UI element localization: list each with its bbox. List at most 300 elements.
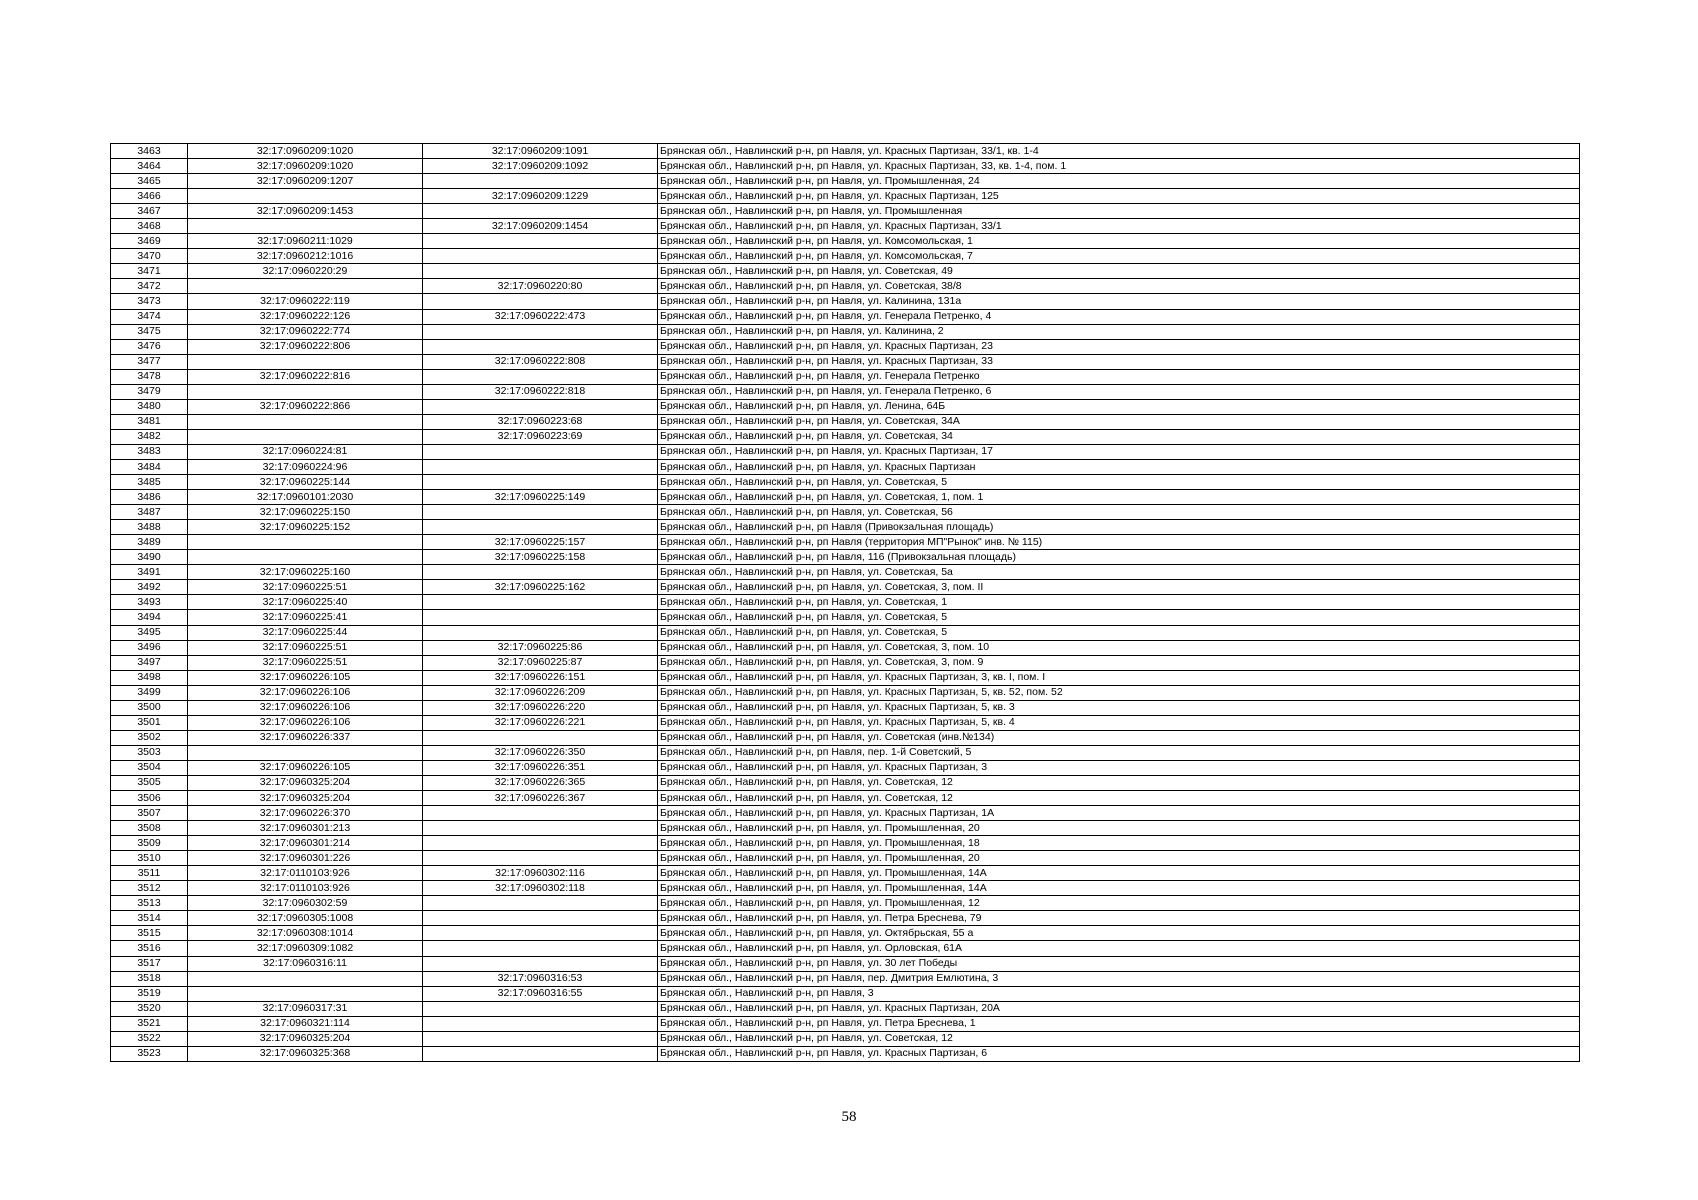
row-number-cell: 3493: [111, 595, 188, 610]
cadastral-number-cell: 32:17:0960317:31: [188, 1001, 423, 1016]
cadastral-number-cell: 32:17:0960301:214: [188, 836, 423, 851]
table-row: [111, 655, 1580, 670]
table-row: [111, 414, 1580, 429]
row-number-cell: 3513: [111, 896, 188, 911]
row-number-cell: 3475: [111, 324, 188, 339]
row-number-cell: 3508: [111, 821, 188, 836]
cadastral-number-cell: 32:17:0960222:774: [188, 324, 423, 339]
address-cell: Брянская обл., Навлинский р-н, рп Навля, ул. Красных Партизан, 5, кв. 3: [658, 700, 1580, 715]
cadastral-number-cell: 32:17:0960225:41: [188, 610, 423, 625]
object-number-cell: [423, 294, 658, 309]
object-number-cell: [423, 174, 658, 189]
object-number-cell: 32:17:0960209:1454: [423, 219, 658, 234]
address-cell: Брянская обл., Навлинский р-н, рп Навля, ул. Красных Партизан, 125: [658, 189, 1580, 204]
row-number-cell: 3465: [111, 174, 188, 189]
object-number-cell: 32:17:0960222:808: [423, 354, 658, 369]
address-cell: Брянская обл., Навлинский р-н, рп Навля, ул. Красных Партизан, 3: [658, 760, 1580, 775]
address-cell: Брянская обл., Навлинский р-н, рп Навля, ул. Красных Партизан, 5, кв. 4: [658, 715, 1580, 730]
address-cell: Брянская обл., Навлинский р-н, рп Навля, ул. Советская, 3, пом. 10: [658, 640, 1580, 655]
object-number-cell: 32:17:0960223:68: [423, 414, 658, 429]
address-cell: Брянская обл., Навлинский р-н, рп Навля, ул. Калинина, 2: [658, 324, 1580, 339]
object-number-cell: 32:17:0960226:350: [423, 745, 658, 760]
cadastral-number-cell: [188, 745, 423, 760]
cadastral-number-cell: 32:17:0960301:213: [188, 821, 423, 836]
address-cell: Брянская обл., Навлинский р-н, рп Навля, ул. Советская, 49: [658, 264, 1580, 279]
row-number-cell: 3483: [111, 444, 188, 459]
address-cell: Брянская обл., Навлинский р-н, рп Навля, ул. Советская, 5а: [658, 565, 1580, 580]
cadastral-number-cell: 32:17:0960209:1207: [188, 174, 423, 189]
row-number-cell: 3472: [111, 279, 188, 294]
table-row: [111, 444, 1580, 459]
cadastral-number-cell: [188, 986, 423, 1001]
table-row: [111, 399, 1580, 414]
cadastral-number-cell: 32:17:0960222:866: [188, 399, 423, 414]
address-cell: Брянская обл., Навлинский р-н, рп Навля, ул. Генерала Петренко, 6: [658, 384, 1580, 399]
address-cell: Брянская обл., Навлинский р-н, рп Навля, ул. Красных Партизан, 33, кв. 1-4, пом. 1: [658, 159, 1580, 174]
cadastral-number-cell: 32:17:0960325:204: [188, 1031, 423, 1046]
cadastral-number-cell: 32:17:0960224:81: [188, 444, 423, 459]
object-number-cell: 32:17:0960209:1091: [423, 144, 658, 159]
table-row: [111, 941, 1580, 956]
row-number-cell: 3491: [111, 565, 188, 580]
object-number-cell: [423, 1031, 658, 1046]
address-cell: Брянская обл., Навлинский р-н, рп Навля, ул. Красных Партизан, 33: [658, 354, 1580, 369]
table-row: [111, 670, 1580, 685]
row-number-cell: 3478: [111, 369, 188, 384]
address-cell: Брянская обл., Навлинский р-н, рп Навля, 3: [658, 986, 1580, 1001]
object-number-cell: [423, 806, 658, 821]
address-cell: Брянская обл., Навлинский р-н, рп Навля (территория МП"Рынок" инв. № 115): [658, 535, 1580, 550]
table-row: [111, 309, 1580, 324]
table-row: [111, 851, 1580, 866]
cadastral-number-cell: 32:17:0960309:1082: [188, 941, 423, 956]
object-number-cell: 32:17:0960209:1229: [423, 189, 658, 204]
object-number-cell: [423, 565, 658, 580]
object-number-cell: 32:17:0960225:149: [423, 490, 658, 505]
object-number-cell: [423, 836, 658, 851]
address-cell: Брянская обл., Навлинский р-н, рп Навля, ул. Промышленная, 18: [658, 836, 1580, 851]
object-number-cell: [423, 475, 658, 490]
table-row: [111, 189, 1580, 204]
row-number-cell: 3482: [111, 429, 188, 444]
row-number-cell: 3471: [111, 264, 188, 279]
address-cell: Брянская обл., Навлинский р-н, рп Навля, ул. Красных Партизан, 17: [658, 444, 1580, 459]
row-number-cell: 3518: [111, 971, 188, 986]
address-cell: Брянская обл., Навлинский р-н, рп Навля, ул. Промышленная, 20: [658, 821, 1580, 836]
page-number: 58: [841, 1109, 857, 1125]
object-number-cell: [423, 926, 658, 941]
cadastral-number-cell: 32:17:0960226:105: [188, 670, 423, 685]
row-number-cell: 3487: [111, 505, 188, 520]
table-row: [111, 760, 1580, 775]
cadastral-number-cell: 32:17:0960325:368: [188, 1046, 423, 1061]
object-number-cell: [423, 1001, 658, 1016]
object-number-cell: [423, 821, 658, 836]
row-number-cell: 3473: [111, 294, 188, 309]
address-cell: Брянская обл., Навлинский р-н, рп Навля, ул. Советская, 5: [658, 475, 1580, 490]
cadastral-number-cell: 32:17:0960212:1016: [188, 249, 423, 264]
object-number-cell: 32:17:0960226:221: [423, 715, 658, 730]
address-cell: Брянская обл., Навлинский р-н, рп Навля, ул. Советская, 34А: [658, 414, 1580, 429]
row-number-cell: 3499: [111, 685, 188, 700]
row-number-cell: 3479: [111, 384, 188, 399]
address-cell: Брянская обл., Навлинский р-н, рп Навля, ул. Калинина, 131а: [658, 294, 1580, 309]
cadastral-number-cell: [188, 219, 423, 234]
row-number-cell: 3498: [111, 670, 188, 685]
row-number-cell: 3503: [111, 745, 188, 760]
table-row: [111, 1046, 1580, 1061]
row-number-cell: 3507: [111, 806, 188, 821]
row-number-cell: 3464: [111, 159, 188, 174]
object-number-cell: [423, 399, 658, 414]
row-number-cell: 3494: [111, 610, 188, 625]
address-cell: Брянская обл., Навлинский р-н, рп Навля, ул. Промышленная: [658, 204, 1580, 219]
object-number-cell: [423, 520, 658, 535]
table-row: [111, 505, 1580, 520]
cadastral-number-cell: [188, 535, 423, 550]
object-number-cell: 32:17:0960222:818: [423, 384, 658, 399]
table-row: [111, 971, 1580, 986]
object-number-cell: [423, 369, 658, 384]
object-number-cell: 32:17:0960225:162: [423, 580, 658, 595]
address-cell: Брянская обл., Навлинский р-н, рп Навля, ул. Советская (инв.№134): [658, 730, 1580, 745]
row-number-cell: 3474: [111, 309, 188, 324]
object-number-cell: [423, 1046, 658, 1061]
address-cell: Брянская обл., Навлинский р-н, рп Навля (Привокзальная площадь): [658, 520, 1580, 535]
cadastral-number-cell: 32:17:0960226:105: [188, 760, 423, 775]
row-number-cell: 3522: [111, 1031, 188, 1046]
object-number-cell: [423, 1016, 658, 1031]
row-number-cell: 3480: [111, 399, 188, 414]
cadastral-number-cell: 32:17:0960225:44: [188, 625, 423, 640]
table-row: [111, 565, 1580, 580]
cadastral-number-cell: 32:17:0960222:126: [188, 309, 423, 324]
table-row: [111, 956, 1580, 971]
table-row: [111, 535, 1580, 550]
address-cell: Брянская обл., Навлинский р-н, рп Навля, ул. Генерала Петренко: [658, 369, 1580, 384]
cadastral-number-cell: 32:17:0960222:119: [188, 294, 423, 309]
table-row: [111, 249, 1580, 264]
table-row: [111, 625, 1580, 640]
object-number-cell: 32:17:0960225:158: [423, 550, 658, 565]
row-number-cell: 3506: [111, 791, 188, 806]
address-cell: Брянская обл., Навлинский р-н, рп Навля, ул. Советская, 56: [658, 505, 1580, 520]
cadastral-number-cell: 32:17:0960316:11: [188, 956, 423, 971]
cadastral-number-cell: 32:17:0960225:51: [188, 655, 423, 670]
table-row: [111, 821, 1580, 836]
cadastral-number-cell: 32:17:0960321:114: [188, 1016, 423, 1031]
cadastral-number-cell: 32:17:0960209:1453: [188, 204, 423, 219]
table-row: [111, 339, 1580, 354]
cadastral-number-cell: [188, 429, 423, 444]
row-number-cell: 3463: [111, 144, 188, 159]
cadastral-number-cell: 32:17:0960225:160: [188, 565, 423, 580]
object-number-cell: 32:17:0960225:87: [423, 655, 658, 670]
address-cell: Брянская обл., Навлинский р-н, рп Навля, ул. Промышленная, 20: [658, 851, 1580, 866]
object-number-cell: [423, 234, 658, 249]
object-number-cell: 32:17:0960226:220: [423, 700, 658, 715]
object-number-cell: [423, 459, 658, 474]
object-number-cell: 32:17:0960302:118: [423, 881, 658, 896]
table-row: [111, 1031, 1580, 1046]
address-cell: Брянская обл., Навлинский р-н, рп Навля, ул. Промышленная, 12: [658, 896, 1580, 911]
table-row: [111, 836, 1580, 851]
table-row: [111, 580, 1580, 595]
cadastral-number-cell: [188, 189, 423, 204]
table-row: [111, 926, 1580, 941]
address-cell: Брянская обл., Навлинский р-н, рп Навля, ул. Промышленная, 24: [658, 174, 1580, 189]
address-cell: Брянская обл., Навлинский р-н, рп Навля, ул. Советская, 1: [658, 595, 1580, 610]
object-number-cell: [423, 204, 658, 219]
address-cell: Брянская обл., Навлинский р-н, рп Навля, ул. Советская, 34: [658, 429, 1580, 444]
table-row: [111, 384, 1580, 399]
row-number-cell: 3477: [111, 354, 188, 369]
address-cell: Брянская обл., Навлинский р-н, рп Навля, пер. Дмитрия Емлютина, 3: [658, 971, 1580, 986]
row-number-cell: 3484: [111, 459, 188, 474]
address-cell: Брянская обл., Навлинский р-н, рп Навля, ул. Красных Партизан, 3, кв. I, пом. I: [658, 670, 1580, 685]
cadastral-number-cell: 32:17:0960308:1014: [188, 926, 423, 941]
row-number-cell: 3467: [111, 204, 188, 219]
object-number-cell: 32:17:0960222:473: [423, 309, 658, 324]
address-cell: Брянская обл., Навлинский р-н, рп Навля, ул. Советская, 1, пом. 1: [658, 490, 1580, 505]
cadastral-table: [110, 143, 1580, 1062]
address-cell: Брянская обл., Навлинский р-н, рп Навля, ул. Комсомольская, 1: [658, 234, 1580, 249]
table-row: [111, 354, 1580, 369]
address-cell: Брянская обл., Навлинский р-н, рп Навля, ул. 30 лет Победы: [658, 956, 1580, 971]
table-row: [111, 866, 1580, 881]
row-number-cell: 3492: [111, 580, 188, 595]
row-number-cell: 3517: [111, 956, 188, 971]
table-row: [111, 144, 1580, 159]
table-row: [111, 174, 1580, 189]
address-cell: Брянская обл., Навлинский р-н, рп Навля, ул. Советская, 12: [658, 791, 1580, 806]
object-number-cell: 32:17:0960225:157: [423, 535, 658, 550]
row-number-cell: 3496: [111, 640, 188, 655]
object-number-cell: 32:17:0960226:151: [423, 670, 658, 685]
cadastral-number-cell: [188, 414, 423, 429]
cadastral-number-cell: [188, 354, 423, 369]
cadastral-number-cell: 32:17:0960101:2030: [188, 490, 423, 505]
row-number-cell: 3500: [111, 700, 188, 715]
address-cell: Брянская обл., Навлинский р-н, рп Навля, ул. Красных Партизан, 23: [658, 339, 1580, 354]
address-cell: Брянская обл., Навлинский р-н, рп Навля, ул. Советская, 12: [658, 1031, 1580, 1046]
address-cell: Брянская обл., Навлинский р-н, рп Навля, ул. Советская, 38/8: [658, 279, 1580, 294]
cadastral-number-cell: 32:17:0960305:1008: [188, 911, 423, 926]
table-row: [111, 775, 1580, 790]
row-number-cell: 3476: [111, 339, 188, 354]
table-row: [111, 896, 1580, 911]
table-row: [111, 610, 1580, 625]
cadastral-number-cell: 32:17:0110103:926: [188, 866, 423, 881]
address-cell: Брянская обл., Навлинский р-н, рп Навля, ул. Советская, 5: [658, 610, 1580, 625]
row-number-cell: 3488: [111, 520, 188, 535]
table-row: [111, 745, 1580, 760]
table-row: [111, 369, 1580, 384]
cadastral-number-cell: 32:17:0960325:204: [188, 791, 423, 806]
cadastral-number-cell: [188, 279, 423, 294]
cadastral-number-cell: 32:17:0960225:40: [188, 595, 423, 610]
cadastral-number-cell: 32:17:0960209:1020: [188, 159, 423, 174]
row-number-cell: 3466: [111, 189, 188, 204]
address-cell: Брянская обл., Навлинский р-н, рп Навля, ул. Красных Партизан, 5, кв. 52, пом. 52: [658, 685, 1580, 700]
object-number-cell: 32:17:0960302:116: [423, 866, 658, 881]
cadastral-number-cell: 32:17:0960226:106: [188, 700, 423, 715]
row-number-cell: 3511: [111, 866, 188, 881]
row-number-cell: 3521: [111, 1016, 188, 1031]
row-number-cell: 3495: [111, 625, 188, 640]
table-row: [111, 640, 1580, 655]
object-number-cell: [423, 249, 658, 264]
address-cell: Брянская обл., Навлинский р-н, рп Навля, ул. Красных Партизан, 33/1, кв. 1-4: [658, 144, 1580, 159]
cadastral-number-cell: 32:17:0960225:51: [188, 640, 423, 655]
object-number-cell: [423, 625, 658, 640]
address-cell: Брянская обл., Навлинский р-н, рп Навля, ул. Советская, 3, пом. II: [658, 580, 1580, 595]
cadastral-number-cell: 32:17:0960209:1020: [188, 144, 423, 159]
table-row: [111, 520, 1580, 535]
row-number-cell: 3504: [111, 760, 188, 775]
address-cell: Брянская обл., Навлинский р-н, рп Навля, ул. Советская, 5: [658, 625, 1580, 640]
address-cell: Брянская обл., Навлинский р-н, рп Навля, ул. Петра Бреснева, 79: [658, 911, 1580, 926]
row-number-cell: 3502: [111, 730, 188, 745]
object-number-cell: 32:17:0960226:365: [423, 775, 658, 790]
object-number-cell: [423, 911, 658, 926]
table-row: [111, 595, 1580, 610]
object-number-cell: [423, 730, 658, 745]
object-number-cell: [423, 851, 658, 866]
cadastral-number-cell: 32:17:0960226:106: [188, 715, 423, 730]
object-number-cell: [423, 896, 658, 911]
row-number-cell: 3519: [111, 986, 188, 1001]
row-number-cell: 3485: [111, 475, 188, 490]
cadastral-number-cell: 32:17:0960225:51: [188, 580, 423, 595]
table-row: [111, 234, 1580, 249]
cadastral-number-cell: 32:17:0960302:59: [188, 896, 423, 911]
cadastral-number-cell: 32:17:0960211:1029: [188, 234, 423, 249]
object-number-cell: 32:17:0960220:80: [423, 279, 658, 294]
row-number-cell: 3497: [111, 655, 188, 670]
address-cell: Брянская обл., Навлинский р-н, рп Навля, ул. Красных Партизан, 1А: [658, 806, 1580, 821]
row-number-cell: 3505: [111, 775, 188, 790]
address-cell: Брянская обл., Навлинский р-н, рп Навля, ул. Комсомольская, 7: [658, 249, 1580, 264]
table-row: [111, 279, 1580, 294]
row-number-cell: 3509: [111, 836, 188, 851]
object-number-cell: 32:17:0960209:1092: [423, 159, 658, 174]
address-cell: Брянская обл., Навлинский р-н, рп Навля, ул. Красных Партизан, 20А: [658, 1001, 1580, 1016]
table-row: [111, 219, 1580, 234]
object-number-cell: [423, 595, 658, 610]
address-cell: Брянская обл., Навлинский р-н, рп Навля, ул. Красных Партизан, 33/1: [658, 219, 1580, 234]
cadastral-number-cell: [188, 550, 423, 565]
table-row: [111, 490, 1580, 505]
address-cell: Брянская обл., Навлинский р-н, рп Навля, ул. Промышленная, 14А: [658, 866, 1580, 881]
object-number-cell: [423, 264, 658, 279]
address-cell: Брянская обл., Навлинский р-н, рп Навля, ул. Красных Партизан, 6: [658, 1046, 1580, 1061]
address-cell: Брянская обл., Навлинский р-н, рп Навля, ул. Петра Бреснева, 1: [658, 1016, 1580, 1031]
object-number-cell: [423, 339, 658, 354]
object-number-cell: 32:17:0960226:209: [423, 685, 658, 700]
cadastral-number-cell: 32:17:0960224:96: [188, 459, 423, 474]
table-row: [111, 459, 1580, 474]
address-cell: Брянская обл., Навлинский р-н, рп Навля, ул. Орловская, 61А: [658, 941, 1580, 956]
table-row: [111, 475, 1580, 490]
table-row: [111, 730, 1580, 745]
object-number-cell: [423, 956, 658, 971]
cadastral-number-cell: [188, 384, 423, 399]
row-number-cell: 3515: [111, 926, 188, 941]
row-number-cell: 3469: [111, 234, 188, 249]
table-row: [111, 685, 1580, 700]
table-row: [111, 911, 1580, 926]
row-number-cell: 3501: [111, 715, 188, 730]
table-row: [111, 700, 1580, 715]
cadastral-table-body: [111, 144, 1580, 1062]
table-row: [111, 1001, 1580, 1016]
address-cell: Брянская обл., Навлинский р-н, рп Навля, ул. Советская, 3, пом. 9: [658, 655, 1580, 670]
row-number-cell: 3470: [111, 249, 188, 264]
cadastral-number-cell: 32:17:0960226:370: [188, 806, 423, 821]
table-row: [111, 806, 1580, 821]
table-row: [111, 550, 1580, 565]
cadastral-number-cell: 32:17:0960325:204: [188, 775, 423, 790]
object-number-cell: 32:17:0960226:351: [423, 760, 658, 775]
address-cell: Брянская обл., Навлинский р-н, рп Навля, 116 (Привокзальная площадь): [658, 550, 1580, 565]
row-number-cell: 3516: [111, 941, 188, 956]
object-number-cell: [423, 324, 658, 339]
cadastral-number-cell: 32:17:0110103:926: [188, 881, 423, 896]
address-cell: Брянская обл., Навлинский р-н, рп Навля, ул. Промышленная, 14А: [658, 881, 1580, 896]
row-number-cell: 3490: [111, 550, 188, 565]
address-cell: Брянская обл., Навлинский р-н, рп Навля, ул. Красных Партизан: [658, 459, 1580, 474]
object-number-cell: [423, 505, 658, 520]
cadastral-number-cell: 32:17:0960301:226: [188, 851, 423, 866]
cadastral-number-cell: 32:17:0960222:816: [188, 369, 423, 384]
cadastral-number-cell: 32:17:0960225:152: [188, 520, 423, 535]
row-number-cell: 3520: [111, 1001, 188, 1016]
cadastral-number-cell: 32:17:0960226:106: [188, 685, 423, 700]
object-number-cell: [423, 941, 658, 956]
address-cell: Брянская обл., Навлинский р-н, рп Навля, ул. Генерала Петренко, 4: [658, 309, 1580, 324]
cadastral-number-cell: 32:17:0960222:806: [188, 339, 423, 354]
object-number-cell: [423, 444, 658, 459]
row-number-cell: 3486: [111, 490, 188, 505]
table-row: [111, 204, 1580, 219]
cadastral-number-cell: 32:17:0960226:337: [188, 730, 423, 745]
object-number-cell: [423, 610, 658, 625]
cadastral-number-cell: 32:17:0960220:29: [188, 264, 423, 279]
row-number-cell: 3489: [111, 535, 188, 550]
row-number-cell: 3468: [111, 219, 188, 234]
table-row: [111, 791, 1580, 806]
cadastral-number-cell: 32:17:0960225:144: [188, 475, 423, 490]
table-row: [111, 986, 1580, 1001]
row-number-cell: 3512: [111, 881, 188, 896]
row-number-cell: 3514: [111, 911, 188, 926]
row-number-cell: 3481: [111, 414, 188, 429]
table-row: [111, 881, 1580, 896]
row-number-cell: 3523: [111, 1046, 188, 1061]
object-number-cell: 32:17:0960316:53: [423, 971, 658, 986]
table-row: [111, 429, 1580, 444]
object-number-cell: 32:17:0960316:55: [423, 986, 658, 1001]
cadastral-number-cell: [188, 971, 423, 986]
table-row: [111, 294, 1580, 309]
table-row: [111, 159, 1580, 174]
cadastral-number-cell: 32:17:0960225:150: [188, 505, 423, 520]
table-row: [111, 715, 1580, 730]
row-number-cell: 3510: [111, 851, 188, 866]
table-row: [111, 264, 1580, 279]
object-number-cell: 32:17:0960225:86: [423, 640, 658, 655]
